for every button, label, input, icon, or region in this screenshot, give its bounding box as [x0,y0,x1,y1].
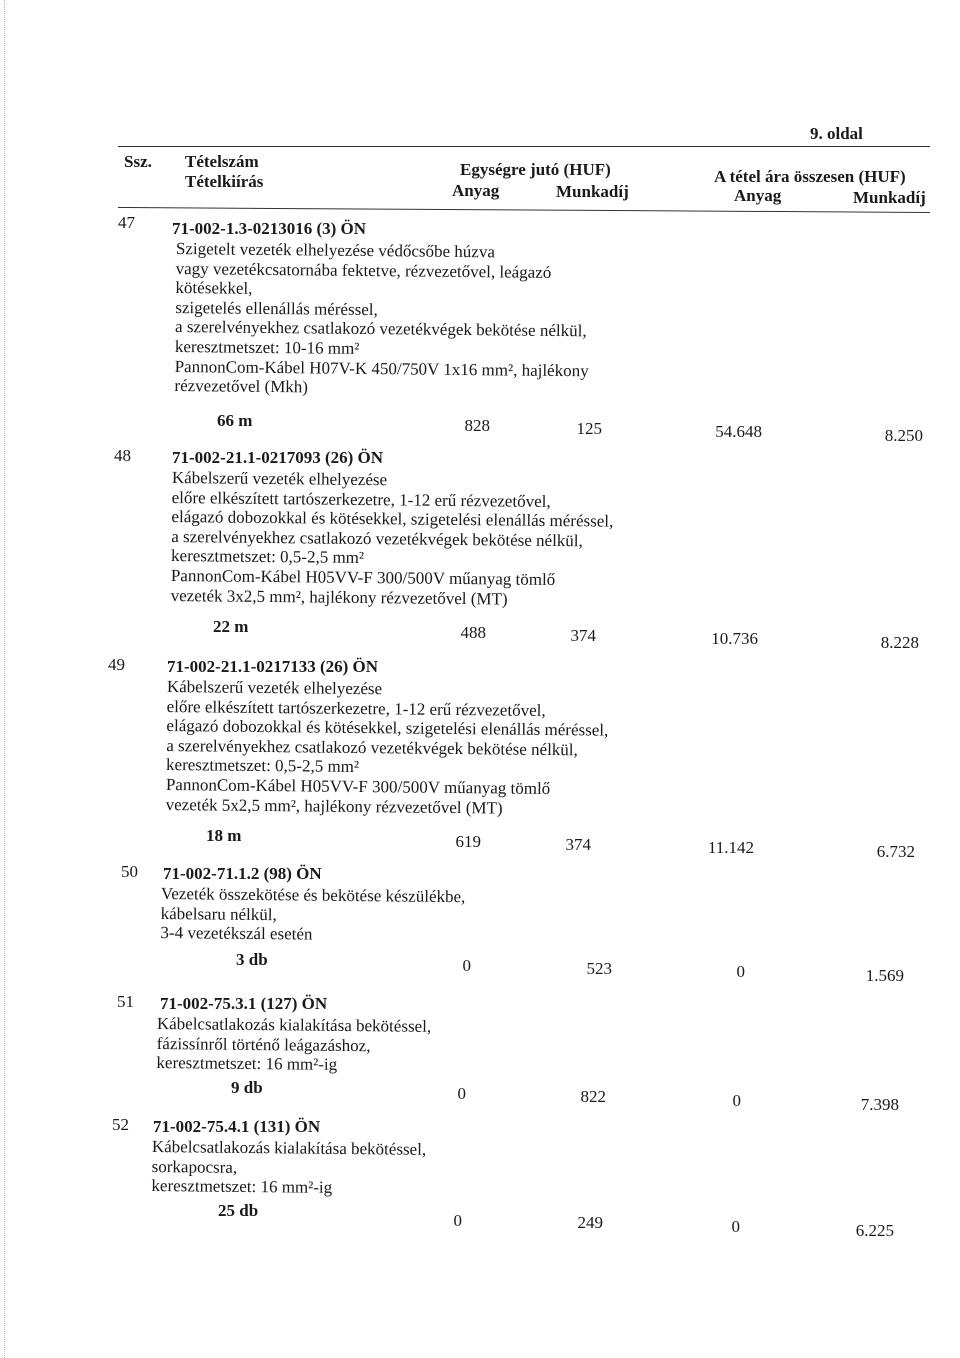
header-ssz: Ssz. [124,152,152,171]
item-code: 71-002-21.1-0217133 (26) ÖN [167,657,379,676]
total-munkadij: 1.569 [865,966,904,985]
description-line: fázissínről történő leágazáshoz, [156,1033,371,1055]
unit-munkadij: 374 [570,626,596,645]
item-number: 52 [112,1115,129,1134]
total-anyag: 0 [732,1091,741,1110]
unit-anyag: 488 [460,623,486,642]
description-line: sorkapocsra, [151,1156,238,1177]
description-line: vagy vezetékcsatornába fektetve, rézvezetővel, leágazó [175,258,552,282]
item-code: 71-002-75.3.1 (127) ÖN [160,994,328,1013]
header-anyag-total: Anyag [734,186,782,205]
description-line: Kábelcsatlakozás kialakítása bekötéssel, [151,1137,427,1159]
header-egysegre: Egységre jutó (HUF) [460,160,611,179]
item-quantity: 18 m [206,826,242,845]
item-number: 49 [108,655,125,674]
header-anyag-unit: Anyag [452,181,500,200]
header-munkadij-unit: Munkadíj [556,182,629,201]
description-line: a szerelvényekhez csatlakozó vezetékvégek bekötése nélkül, [174,317,587,341]
unit-anyag: 0 [457,1084,466,1103]
item-quantity: 66 m [217,411,253,430]
total-munkadij: 8.250 [884,426,923,445]
header-tetelszam: Tételszám [185,152,259,171]
description-line: Szigetelt vezeték elhelyezése védőcsőbe húzva [175,239,496,262]
description-line: PannonCom-Kábel H05VV-F 300/500V műanyag tömlő [170,565,556,589]
description-line: kötésekkel, [175,278,253,298]
item-number: 48 [114,446,131,465]
description-line: vezeték 5x2,5 mm², hajlékony rézvezetővel (MT) [165,794,503,818]
description-line: Kábelcsatlakozás kialakítása bekötéssel, [156,1014,432,1036]
item-code: 71-002-75.4.1 (131) ÖN [153,1117,321,1136]
description-line: 3-4 vezetékszál esetén [160,923,313,944]
scan-edge [0,0,5,1358]
total-munkadij: 6.225 [855,1221,894,1240]
header-osszesen: A tétel ára összesen (HUF) [714,167,906,186]
description-line: keresztmetszet: 10-16 mm² [174,336,360,358]
page-label: 9. oldal [810,124,863,143]
description-line: keresztmetszet: 16 mm²-ig [151,1176,333,1198]
item-description [166,677,609,819]
total-munkadij: 7.398 [860,1095,899,1114]
item-code: 71-002-1.3-0213016 (3) ÖN [172,219,367,238]
item-quantity: 3 db [236,950,268,969]
description-line: rézvezetővel (Mkh) [174,376,309,397]
total-anyag: 10.736 [711,629,758,648]
unit-anyag: 0 [453,1211,462,1230]
item-code: 71-002-71.1.2 (98) ÖN [163,864,322,883]
description-line: szigetelés ellenállás méréssel, [175,297,378,319]
description-line: Kábelszerű vezeték elhelyezése [166,677,383,699]
header-top-rule [118,146,930,147]
description-line: elágazó dobozokkal és kötésekkel, szigetelési elenállás méréssel, [171,507,614,531]
description-line: a szerelvényekhez csatlakozó vezetékvégek bekötése nélkül, [171,526,583,551]
description-line: PannonCom-Kábel H07V-K 450/750V 1x16 mm², hajlékony [174,356,589,380]
unit-munkadij: 523 [586,959,612,978]
item-description [160,884,465,946]
description-line: kábelsaru nélkül, [160,903,277,924]
item-number: 47 [118,213,135,232]
unit-munkadij: 249 [577,1213,603,1232]
description-line: előre elkészített tartószerkezetre, 1-12 erű rézvezetővel, [171,487,551,511]
unit-munkadij: 125 [576,419,602,438]
total-anyag: 54.648 [715,422,762,441]
item-description [156,1014,431,1076]
description-line: Kábelszerű vezeték elhelyezése [171,468,388,490]
description-line: keresztmetszet: 16 mm²-ig [156,1053,338,1075]
description-line: elágazó dobozokkal és kötésekkel, szigetelési elenállás méréssel, [166,716,609,740]
item-quantity: 9 db [231,1078,263,1097]
description-line: keresztmetszet: 0,5-2,5 mm² [165,755,360,777]
item-number: 50 [121,862,138,881]
unit-munkadij: 374 [565,835,591,854]
item-number: 51 [117,992,134,1011]
item-description [174,239,590,400]
total-anyag: 11.142 [707,838,754,857]
description-line: vezeték 3x2,5 mm², hajlékony rézvezetővel (MT) [170,585,508,609]
total-munkadij: 6.732 [876,842,915,861]
header-munkadij-total: Munkadíj [853,188,926,207]
description-line: PannonCom-Kábel H05VV-F 300/500V műanyag tömlő [165,774,551,798]
item-quantity: 22 m [213,617,249,636]
description-line: Vezeték összekötése és bekötése készülékbe, [160,884,466,907]
item-description [171,468,614,610]
total-munkadij: 8.228 [880,633,919,652]
unit-anyag: 0 [462,956,471,975]
unit-munkadij: 822 [580,1087,606,1106]
item-code: 71-002-21.1-0217093 (26) ÖN [172,448,384,467]
description-line: keresztmetszet: 0,5-2,5 mm² [170,546,365,568]
item-quantity: 25 db [218,1201,259,1220]
header-bottom-rule [118,207,930,213]
description-line: a szerelvényekhez csatlakozó vezetékvégek bekötése nélkül, [166,735,578,760]
unit-anyag: 619 [455,832,481,851]
description-line: előre elkészített tartószerkezetre, 1-12 erű rézvezetővel, [166,696,546,720]
header-tetelkiiras: Tételkiírás [185,172,264,191]
item-description [151,1137,426,1199]
unit-anyag: 828 [464,416,490,435]
total-anyag: 0 [731,1217,740,1236]
total-anyag: 0 [736,962,745,981]
